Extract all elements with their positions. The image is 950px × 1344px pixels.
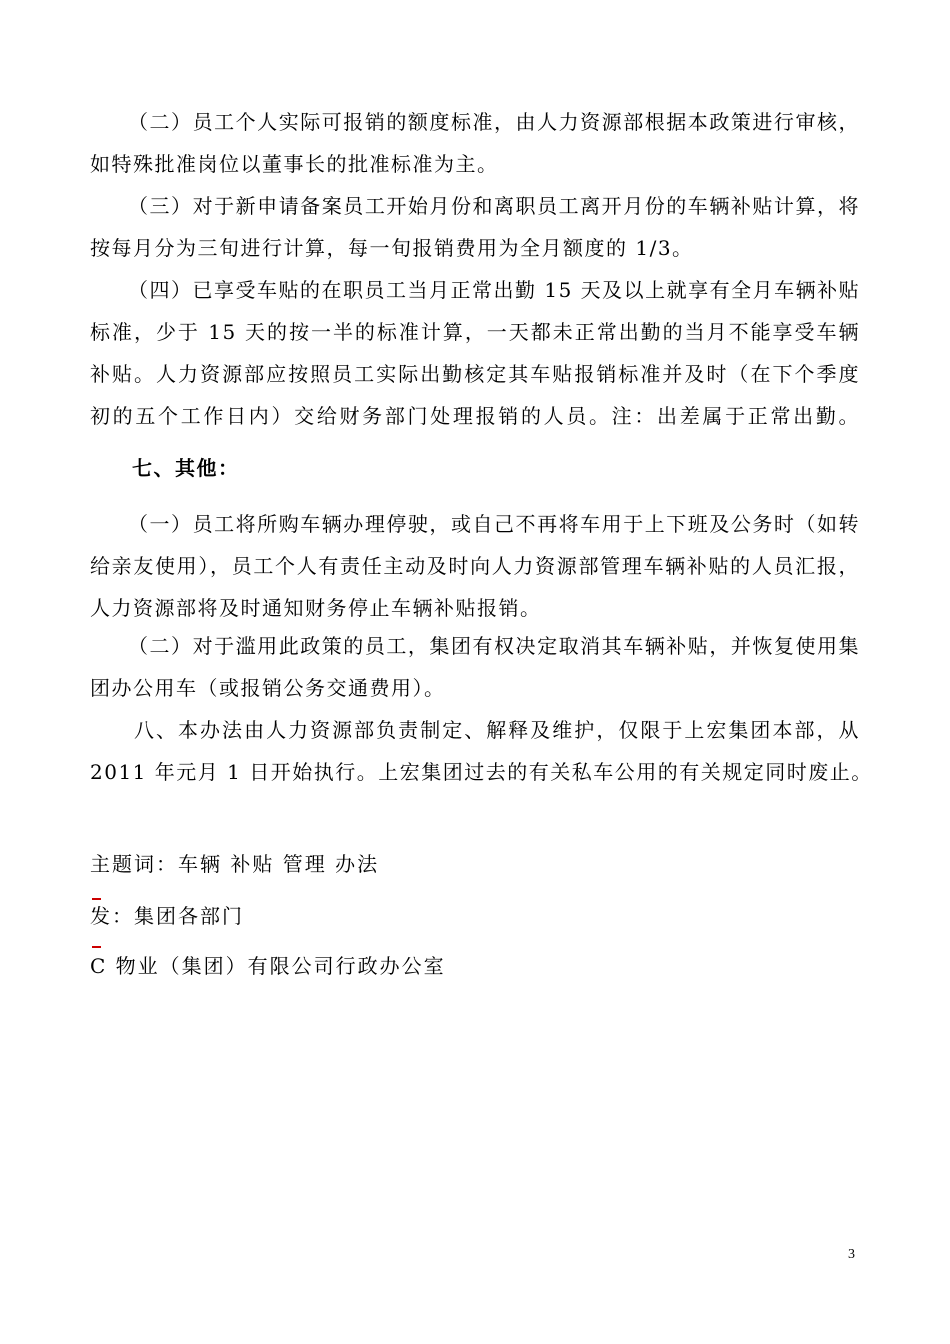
paragraph-3-line-1: （三）对于新申请备案员工开始月份和离职员工离开月份的车辆补贴计算，将 — [128, 194, 860, 218]
paragraph-2-line-1: （二）员工个人实际可报销的额度标准，由人力资源部根据本政策进行审核， — [128, 110, 860, 134]
paragraph-4-line-2: 标准，少于 15 天的按一半的标准计算，一天都未正常出勤的当月不能享受车辆 — [90, 320, 860, 344]
paragraph-4-line-1: （四）已享受车贴的在职员工当月正常出勤 15 天及以上就享有全月车辆补贴 — [128, 278, 861, 302]
section-8-line-1: 八、本办法由人力资源部负责制定、解释及维护，仅限于上宏集团本部，从 — [134, 718, 860, 742]
page-number: 3 — [848, 1247, 855, 1262]
paragraph-4-line-3: 补贴。人力资源部应按照员工实际出勤核定其车贴报销标准并及时（在下个季度 — [90, 362, 860, 386]
section-7-item-1-line-3: 人力资源部将及时通知财务停止车辆补贴报销。 — [90, 596, 542, 620]
red-mark-1 — [92, 898, 101, 900]
footer-distribution: 发：集团各部门 — [90, 904, 244, 928]
section-7-item-2-line-2: 团办公用车（或报销公务交通费用）。 — [90, 676, 446, 700]
section-7-heading: 七、其他： — [132, 456, 240, 480]
section-7-item-1-line-2: 给亲友使用），员工个人有责任主动及时向人力资源部管理车辆补贴的人员汇报， — [90, 554, 860, 578]
footer-keywords: 主题词：车辆 补贴 管理 办法 — [90, 852, 380, 876]
red-mark-2 — [92, 946, 101, 948]
paragraph-3-line-2: 按每月分为三旬进行计算，每一旬报销费用为全月额度的 1/3。 — [90, 236, 694, 260]
section-7-item-1-line-1: （一）员工将所购车辆办理停驶，或自己不再将车用于上下班及公务时（如转 — [128, 512, 860, 536]
section-7-item-2-line-1: （二）对于滥用此政策的员工，集团有权决定取消其车辆补贴，并恢复使用集 — [128, 634, 860, 658]
section-8-line-2: 2011 年元月 1 日开始执行。上宏集团过去的有关私车公用的有关规定同时废止。 — [90, 760, 873, 784]
footer-issuer: C 物业（集团）有限公司行政办公室 — [90, 954, 446, 978]
paragraph-2-line-2: 如特殊批准岗位以董事长的批准标准为主。 — [90, 152, 499, 176]
paragraph-4-line-4: 初的五个工作日内）交给财务部门处理报销的人员。注：出差属于正常出勤。 — [90, 404, 860, 428]
